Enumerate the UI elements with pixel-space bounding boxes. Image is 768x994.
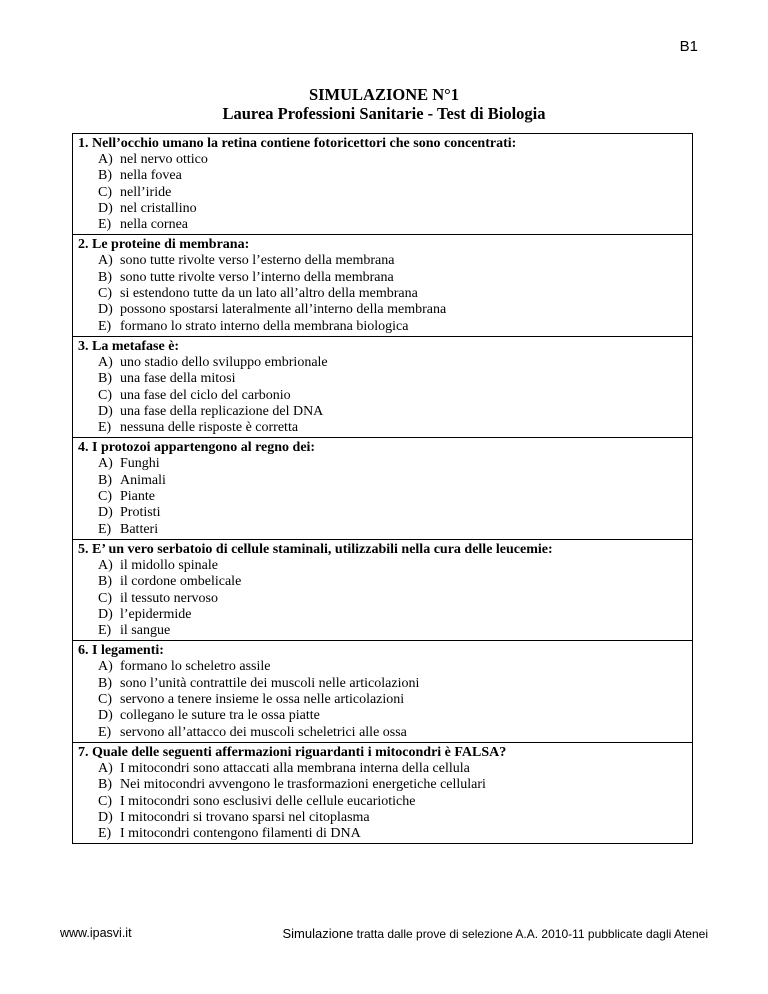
footer-note-rest: tratta dalle prove di selezione A.A. 2010-11 pubblicate dagli Atenei (353, 927, 708, 941)
option-text: il midollo spinale (120, 557, 218, 573)
option-letter: D) (98, 708, 113, 724)
option-text: una fase della mitosi (120, 371, 236, 387)
answer-option (78, 794, 692, 810)
answer-option (78, 456, 692, 472)
answer-option (78, 607, 692, 623)
footer-note (282, 926, 708, 941)
option-letter: A) (98, 152, 113, 167)
option-letter: B) (98, 168, 112, 184)
answer-option (78, 319, 692, 335)
option-text: formano lo strato interno della membrana biologica (120, 318, 409, 334)
question-block (73, 234, 692, 335)
option-letter: B) (98, 371, 112, 387)
answer-option (78, 725, 692, 741)
answer-option (78, 270, 692, 286)
question-text: 2. Le proteine di membrana: (78, 237, 250, 253)
answer-option (78, 558, 692, 574)
question-block (73, 640, 692, 741)
option-letter: C) (98, 387, 112, 403)
option-letter: A) (98, 253, 113, 269)
question-block (73, 742, 692, 843)
questions-box (72, 133, 693, 844)
option-text: una fase della replicazione del DNA (120, 403, 324, 419)
answer-option (78, 371, 692, 387)
option-text: una fase del ciclo del carbonio (120, 387, 291, 403)
question-text: 1. Nell’occhio umano la retina contiene fotoricettori che sono concentrati: (78, 136, 517, 151)
option-letter: E) (98, 826, 112, 842)
question-block (73, 539, 692, 640)
answer-option (78, 826, 692, 842)
answer-option (78, 489, 692, 505)
option-letter: D) (98, 302, 113, 318)
option-letter: A) (98, 760, 113, 776)
question-text: 3. La metafase è: (78, 338, 180, 354)
option-letter: C) (98, 692, 112, 708)
option-text: Protisti (120, 505, 161, 521)
answer-option (78, 388, 692, 404)
option-letter: B) (98, 777, 112, 793)
option-text: collegano le suture tra le ossa piatte (120, 708, 320, 724)
option-letter: C) (98, 286, 112, 302)
option-letter: B) (98, 675, 112, 691)
page-code: B1 (679, 38, 698, 55)
option-letter: A) (98, 557, 113, 573)
option-text: Funghi (120, 456, 160, 472)
answer-option (78, 420, 692, 436)
option-text: formano lo scheletro assile (120, 659, 271, 675)
answer-option (78, 761, 692, 777)
answer-option (78, 473, 692, 489)
title-line-2: Laurea Professioni Sanitarie - Test di Biologia (222, 104, 546, 123)
answer-option (78, 253, 692, 269)
answer-option (78, 692, 692, 708)
answer-option (78, 201, 692, 217)
answer-option (78, 591, 692, 607)
option-text: si estendono tutte da un lato all’altro della membrana (120, 286, 418, 302)
option-text: I mitocondri sono esclusivi delle cellule eucariotiche (120, 793, 416, 809)
option-text: possono spostarsi lateralmente all’interno della membrana (120, 302, 447, 318)
option-letter: C) (98, 793, 112, 809)
option-text: Piante (120, 489, 155, 505)
answer-option (78, 152, 692, 168)
question-block (73, 134, 692, 234)
option-letter: E) (98, 420, 112, 436)
answer-option (78, 168, 692, 184)
answer-option (78, 505, 692, 521)
option-letter: C) (98, 590, 112, 606)
answer-option (78, 676, 692, 692)
option-text: Nei mitocondri avvengono le trasformazioni energetiche cellulari (120, 777, 486, 793)
option-letter: B) (98, 472, 112, 488)
option-letter: E) (98, 318, 112, 334)
option-text: I mitocondri contengono filamenti di DNA (120, 826, 361, 842)
option-letter: A) (98, 354, 113, 370)
answer-option (78, 185, 692, 201)
answer-option (78, 810, 692, 826)
option-text: I mitocondri sono attaccati alla membrana interna della cellula (120, 760, 470, 776)
option-text: I mitocondri si trovano sparsi nel citoplasma (120, 809, 370, 825)
option-letter: A) (98, 456, 113, 472)
option-text: Batteri (120, 521, 159, 537)
option-letter: D) (98, 505, 113, 521)
option-letter: D) (98, 403, 113, 419)
option-text: nel cristallino (120, 200, 197, 216)
answer-option (78, 355, 692, 371)
option-text: sono tutte rivolte verso l’interno della membrana (120, 269, 394, 285)
option-text: nel nervo ottico (120, 152, 208, 167)
question-text: 4. I protozoi appartengono al regno dei: (78, 440, 316, 456)
option-letter: D) (98, 606, 113, 622)
option-letter: D) (98, 809, 113, 825)
answer-option (78, 659, 692, 675)
option-text: servono all’attacco dei muscoli scheletrici alle ossa (120, 724, 407, 740)
option-text: l’epidermide (120, 606, 192, 622)
option-text: sono l’unità contrattile dei muscoli nelle articolazioni (120, 675, 420, 691)
option-letter: C) (98, 184, 112, 200)
option-text: nella fovea (120, 168, 182, 184)
answer-option (78, 708, 692, 724)
document-title (0, 85, 768, 123)
option-letter: E) (98, 217, 112, 233)
answer-option (78, 522, 692, 538)
option-letter: B) (98, 574, 112, 590)
question-block (73, 437, 692, 538)
option-text: nell’iride (120, 184, 172, 200)
option-text: il cordone ombelicale (120, 574, 242, 590)
option-letter: E) (98, 521, 112, 537)
option-text: nessuna delle risposte è corretta (120, 420, 299, 436)
footer-website: www.ipasvi.it (60, 926, 132, 940)
option-text: Animali (120, 472, 166, 488)
option-text: il sangue (120, 623, 171, 639)
option-text: servono a tenere insieme le ossa nelle articolazioni (120, 692, 405, 708)
footer-note-prefix: Simulazione (282, 926, 354, 941)
option-text: uno stadio dello sviluppo embrionale (120, 354, 328, 370)
question-text: 5. E’ un vero serbatoio di cellule staminali, utilizzabili nella cura delle leucemie: (78, 541, 553, 557)
option-text: sono tutte rivolte verso l’esterno della membrana (120, 253, 395, 269)
answer-option (78, 574, 692, 590)
option-letter: D) (98, 200, 113, 216)
option-letter: B) (98, 269, 112, 285)
option-letter: A) (98, 659, 113, 675)
answer-option (78, 777, 692, 793)
title-line-1: SIMULAZIONE N°1 (308, 85, 460, 104)
question-block (73, 336, 692, 437)
option-letter: E) (98, 724, 112, 740)
question-text: 7. Quale delle seguenti affermazioni riguardanti i mitocondri è FALSA? (78, 744, 507, 760)
answer-option (78, 217, 692, 233)
option-letter: C) (98, 489, 112, 505)
option-text: il tessuto nervoso (120, 590, 218, 606)
answer-option (78, 302, 692, 318)
option-letter: E) (98, 623, 112, 639)
answer-option (78, 623, 692, 639)
question-text: 6. I legamenti: (78, 643, 164, 659)
option-text: nella cornea (120, 217, 189, 233)
answer-option (78, 404, 692, 420)
answer-option (78, 286, 692, 302)
